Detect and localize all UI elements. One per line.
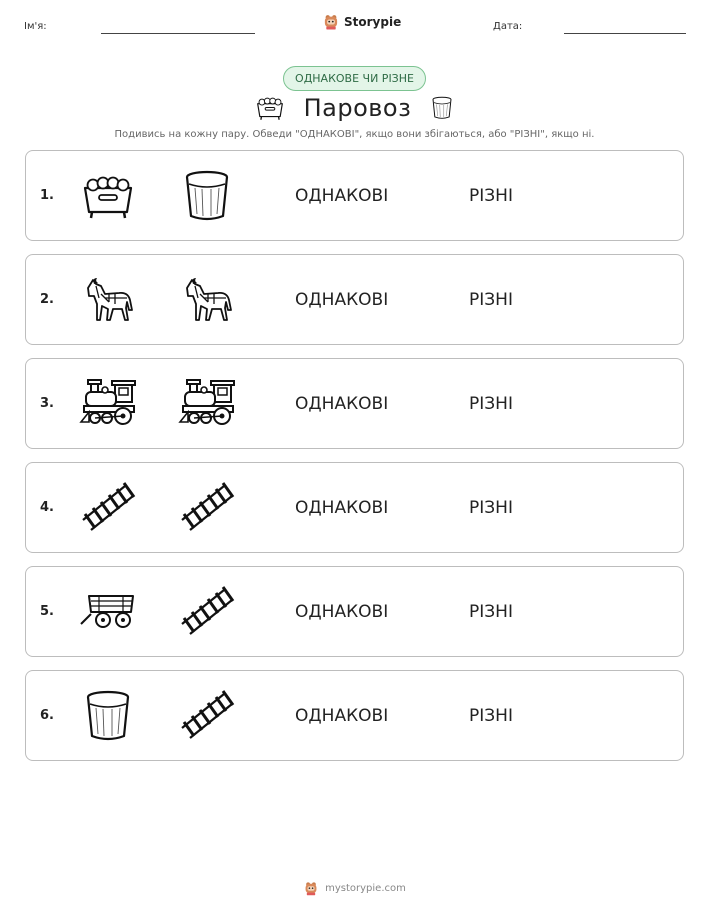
rails-icon [178,584,236,640]
same-option[interactable]: ОДНАКОВІ [295,394,389,414]
question-row [25,254,684,345]
question-row [25,358,684,449]
footer [0,880,709,897]
basket-icon [254,93,286,123]
instructions: Подивись на кожну пару. Обведи "ОДНАКОВІ", якщо вони збігаються, або "РІЗНІ", якщо ні. [114,129,595,140]
question-row [25,566,684,657]
question-number: 1. [40,188,54,203]
question-number: 5. [40,604,54,619]
bucket-icon [79,688,137,744]
same-option[interactable]: ОДНАКОВІ [295,290,389,310]
different-option[interactable]: РІЗНІ [469,602,513,622]
locomotive-icon [178,376,236,432]
bucket-icon [429,93,455,123]
question-row [25,150,684,241]
rails-icon [178,480,236,536]
question-number: 6. [40,708,54,723]
different-option[interactable]: РІЗНІ [469,394,513,414]
date-line[interactable] [564,33,686,34]
rails-icon [79,480,137,536]
basket-icon [79,168,137,224]
same-option[interactable]: ОДНАКОВІ [295,602,389,622]
name-line[interactable] [101,33,255,34]
page-title: Паровоз [303,94,412,122]
horse-icon [178,272,236,328]
rails-icon [178,688,236,744]
storypie-mascot-icon [322,12,340,32]
question-row [25,462,684,553]
footer-url[interactable]: mystorypie.com [325,883,406,894]
date-label: Дата: [493,21,523,32]
wagon-icon [79,584,137,640]
different-option[interactable]: РІЗНІ [469,706,513,726]
bucket-icon [178,168,236,224]
worksheet-type-badge: ОДНАКОВЕ ЧИ РІЗНЕ [283,66,426,91]
question-number: 4. [40,500,54,515]
horse-icon [79,272,137,328]
same-option[interactable]: ОДНАКОВІ [295,498,389,518]
question-row [25,670,684,761]
same-option[interactable]: ОДНАКОВІ [295,706,389,726]
question-number: 2. [40,292,54,307]
brand-logo [322,12,401,32]
locomotive-icon [79,376,137,432]
name-label: Ім'я: [24,21,47,32]
same-option[interactable]: ОДНАКОВІ [295,186,389,206]
storypie-mascot-icon [303,880,319,897]
different-option[interactable]: РІЗНІ [469,186,513,206]
different-option[interactable]: РІЗНІ [469,290,513,310]
different-option[interactable]: РІЗНІ [469,498,513,518]
brand-name: Storypie [344,15,402,29]
title-row [0,92,709,124]
question-number: 3. [40,396,54,411]
